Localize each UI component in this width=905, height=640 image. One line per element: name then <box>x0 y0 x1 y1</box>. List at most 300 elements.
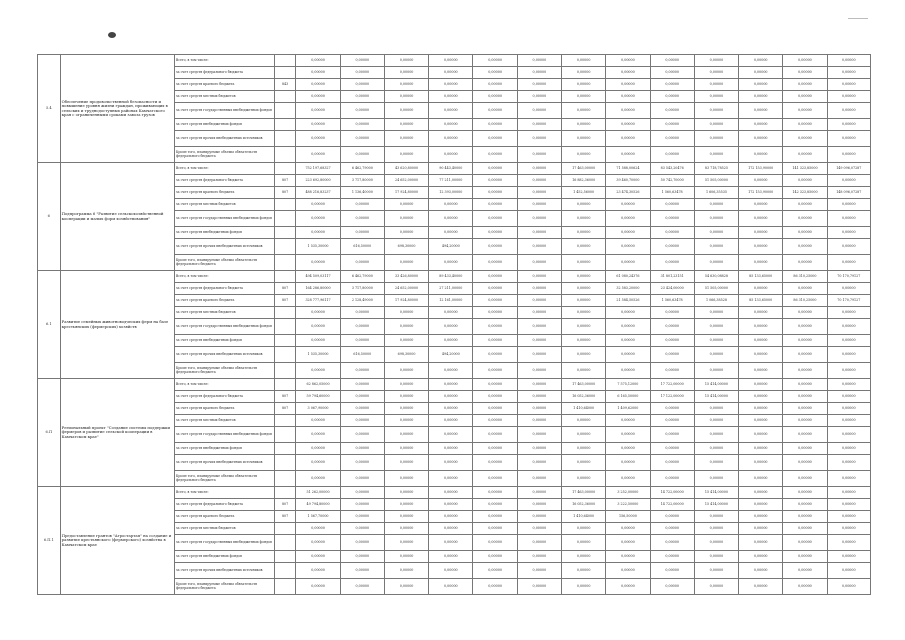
amount-cell: 0,00000 <box>694 91 738 103</box>
amount-cell: 0,00000 <box>694 363 738 379</box>
amount-cell: 83 718,78525 <box>694 163 738 175</box>
funding-source: за счет средств краевого бюджета <box>174 511 274 523</box>
amount-cell: 0,00000 <box>739 391 783 403</box>
funding-source: за счет средств местных бюджетов <box>174 307 274 319</box>
amount-cell: 0,00000 <box>650 471 694 487</box>
amount-cell: 0,00000 <box>783 199 827 211</box>
amount-cell: 0,00000 <box>783 319 827 335</box>
amount-cell: 0,00000 <box>694 347 738 363</box>
amount-cell: 0,00000 <box>473 335 517 347</box>
amount-cell: 51 262,00000 <box>296 487 340 499</box>
amount-cell: 0,00000 <box>340 319 384 335</box>
amount-cell: 0,00000 <box>517 271 561 283</box>
amount-cell: 0,00000 <box>517 255 561 271</box>
amount-cell: 148 096,07287 <box>827 187 870 199</box>
amount-cell: 0,00000 <box>739 499 783 511</box>
amount-cell: 3 067,90000 <box>296 403 340 415</box>
amount-cell: 0,00000 <box>783 427 827 443</box>
amount-cell: 0,00000 <box>739 551 783 563</box>
amount-cell: 0,00000 <box>606 443 650 455</box>
funding-source: за счет средств прочих внебюджетных источников <box>174 563 274 579</box>
amount-cell: 0,00000 <box>473 319 517 335</box>
amount-cell: 0,00000 <box>827 147 870 163</box>
amount-cell: 0,00000 <box>562 239 606 255</box>
amount-cell: 0,00000 <box>783 563 827 579</box>
amount-cell: 0,00000 <box>606 79 650 91</box>
amount-cell: 0,00000 <box>340 335 384 347</box>
funding-source: за счет средств федерального бюджета <box>174 499 274 511</box>
program-name: Предоставление грантов "Агростартап" на создание и развитие крестьянского (фермерского) хозяйства в Камчатском крае <box>60 487 174 595</box>
amount-cell: 0,00000 <box>606 523 650 535</box>
amount-cell: 0,00000 <box>517 163 561 175</box>
amount-cell: 172 153,90000 <box>739 187 783 199</box>
amount-cell: 0,00000 <box>340 67 384 79</box>
amount-cell: 0,00000 <box>650 443 694 455</box>
amount-cell: 83 543,20476 <box>650 163 694 175</box>
amount-cell: 0,00000 <box>473 579 517 595</box>
amount-cell: 0,00000 <box>517 227 561 239</box>
amount-cell: 0,00000 <box>606 55 650 67</box>
amount-cell: 0,00000 <box>827 319 870 335</box>
budget-code <box>274 67 296 79</box>
funding-source: Всего, в том числе: <box>174 163 274 175</box>
amount-cell: 15 414,00000 <box>694 499 738 511</box>
budget-code: 807 <box>274 283 296 295</box>
amount-cell: 0,00000 <box>296 147 340 163</box>
amount-cell: 0,00000 <box>739 79 783 91</box>
amount-cell: 0,00000 <box>827 307 870 319</box>
amount-cell: 0,00000 <box>384 131 428 147</box>
amount-cell: 0,00000 <box>340 551 384 563</box>
amount-cell: 0,00000 <box>384 391 428 403</box>
amount-cell: 0,00000 <box>827 523 870 535</box>
amount-cell: 0,00000 <box>562 91 606 103</box>
amount-cell: 0,00000 <box>473 295 517 307</box>
scan-line <box>848 18 868 19</box>
amount-cell: 3 717,80000 <box>340 283 384 295</box>
amount-cell: 0,00000 <box>340 255 384 271</box>
amount-cell: 0,00000 <box>473 427 517 443</box>
amount-cell: 0,00000 <box>650 79 694 91</box>
funding-source: за счет средств местных бюджетов <box>174 415 274 427</box>
amount-cell: 0,00000 <box>340 119 384 131</box>
amount-cell: 616,50000 <box>340 239 384 255</box>
amount-cell: 0,00000 <box>517 347 561 363</box>
funding-source: за счет средств краевого бюджета <box>174 295 274 307</box>
amount-cell: 14 722,00000 <box>650 499 694 511</box>
amount-cell: 0,00000 <box>340 403 384 415</box>
amount-cell: 0,00000 <box>473 379 517 391</box>
amount-cell: 0,00000 <box>340 511 384 523</box>
amount-cell: 15 414,00000 <box>694 391 738 403</box>
funding-source: за счет средств краевого бюджета <box>174 187 274 199</box>
amount-cell: 0,00000 <box>517 147 561 163</box>
amount-cell: 0,00000 <box>827 443 870 455</box>
amount-cell: 0,00000 <box>473 91 517 103</box>
amount-cell: 0,00000 <box>827 427 870 443</box>
amount-cell: 0,00000 <box>562 147 606 163</box>
amount-cell: 16 052,36000 <box>562 391 606 403</box>
amount-cell: 0,00000 <box>340 455 384 471</box>
amount-cell: 0,00000 <box>473 271 517 283</box>
budget-code <box>274 335 296 347</box>
amount-cell: 0,00000 <box>739 563 783 579</box>
amount-cell: 0,00000 <box>473 391 517 403</box>
amount-cell: 0,00000 <box>783 579 827 595</box>
amount-cell: 0,00000 <box>340 91 384 103</box>
amount-cell: 0,00000 <box>827 363 870 379</box>
funding-source: за счет средств внебюджетных фондов <box>174 335 274 347</box>
funding-source: за счет средств государственных внебюджетных фондов <box>174 211 274 227</box>
amount-cell: 0,00000 <box>340 199 384 211</box>
amount-cell: 17 924,80000 <box>384 295 428 307</box>
amount-cell: 0,00000 <box>650 523 694 535</box>
amount-cell: 0,00000 <box>606 147 650 163</box>
amount-cell: 23 474,30526 <box>606 187 650 199</box>
amount-cell: 0,00000 <box>517 319 561 335</box>
amount-cell: 0,00000 <box>429 391 473 403</box>
amount-cell: 0,00000 <box>517 551 561 563</box>
amount-cell: 0,00000 <box>694 535 738 551</box>
amount-cell: 0,00000 <box>562 55 606 67</box>
budget-code <box>274 211 296 227</box>
amount-cell: 0,00000 <box>517 535 561 551</box>
amount-cell: 0,00000 <box>562 67 606 79</box>
amount-cell: 0,00000 <box>606 91 650 103</box>
amount-cell: 0,00000 <box>517 523 561 535</box>
amount-cell: 0,00000 <box>384 471 428 487</box>
amount-cell: 1 452,56000 <box>562 187 606 199</box>
funding-source: за счет средств федерального бюджета <box>174 67 274 79</box>
program-name: Развитие семейных животноводческих ферм на базе крестьянских (фермерских) хозяйств <box>60 271 174 379</box>
budget-code: 843 <box>274 79 296 91</box>
financing-table <box>37 54 871 595</box>
amount-cell: 0,00000 <box>340 499 384 511</box>
amount-cell: 0,00000 <box>340 227 384 239</box>
amount-cell: 0,00000 <box>606 535 650 551</box>
amount-cell: 0,00000 <box>340 79 384 91</box>
amount-cell: 17 122,00000 <box>650 391 694 403</box>
amount-cell: 0,00000 <box>562 443 606 455</box>
amount-cell: 0,00000 <box>562 415 606 427</box>
amount-cell: 0,00000 <box>650 563 694 579</box>
amount-cell: 0,00000 <box>739 335 783 347</box>
amount-cell: 0,00000 <box>827 391 870 403</box>
amount-cell: 0,00000 <box>650 255 694 271</box>
amount-cell: 0,00000 <box>783 499 827 511</box>
funding-source: за счет средств прочих внебюджетных источников <box>174 131 274 147</box>
amount-cell: 0,00000 <box>296 67 340 79</box>
amount-cell: 0,00000 <box>429 443 473 455</box>
amount-cell: 0,00000 <box>296 563 340 579</box>
amount-cell: 0,00000 <box>650 319 694 335</box>
budget-code <box>274 455 296 471</box>
amount-cell: 0,00000 <box>340 379 384 391</box>
funding-source: Кроме того, планируемые объемы обязательств федерального бюджета <box>174 471 274 487</box>
amount-cell: 0,00000 <box>739 319 783 335</box>
amount-cell: 0,00000 <box>650 427 694 443</box>
amount-cell: 0,00000 <box>827 511 870 523</box>
budget-code <box>274 119 296 131</box>
budget-code <box>274 551 296 563</box>
amount-cell: 0,00000 <box>650 455 694 471</box>
amount-cell: 0,00000 <box>783 119 827 131</box>
table-row <box>38 487 871 499</box>
amount-cell: 0,00000 <box>694 55 738 67</box>
amount-cell: 0,00000 <box>606 319 650 335</box>
amount-cell: 0,00000 <box>473 499 517 511</box>
amount-cell: 0,00000 <box>739 227 783 239</box>
amount-cell: 0,00000 <box>296 199 340 211</box>
amount-cell: 0,00000 <box>473 187 517 199</box>
amount-cell: 0,00000 <box>739 455 783 471</box>
amount-cell: 0,00000 <box>606 199 650 211</box>
amount-cell: 156,50000 <box>606 511 650 523</box>
amount-cell: 223 692,80000 <box>296 175 340 187</box>
amount-cell: 0,00000 <box>384 535 428 551</box>
amount-cell: 0,00000 <box>473 131 517 147</box>
amount-cell: 172 153,90000 <box>739 163 783 175</box>
budget-code: 807 <box>274 175 296 187</box>
amount-cell: 59 794,60000 <box>296 391 340 403</box>
amount-cell: 0,00000 <box>384 579 428 595</box>
amount-cell: 0,00000 <box>739 211 783 227</box>
amount-cell: 0,00000 <box>650 91 694 103</box>
funding-source: за счет средств краевого бюджета <box>174 79 274 91</box>
program-number: 6.1 <box>38 271 61 379</box>
amount-cell: 0,00000 <box>694 67 738 79</box>
amount-cell: 0,00000 <box>473 283 517 295</box>
amount-cell: 0,00000 <box>694 579 738 595</box>
funding-source: за счет средств федерального бюджета <box>174 391 274 403</box>
amount-cell: 0,00000 <box>650 579 694 595</box>
amount-cell: 0,00000 <box>296 335 340 347</box>
amount-cell: 0,00000 <box>650 511 694 523</box>
amount-cell: 0,00000 <box>827 415 870 427</box>
amount-cell: 3 222,50000 <box>606 499 650 511</box>
amount-cell: 0,00000 <box>694 471 738 487</box>
amount-cell: 7 575,12000 <box>606 379 650 391</box>
amount-cell: 0,00000 <box>606 471 650 487</box>
amount-cell: 0,00000 <box>517 363 561 379</box>
amount-cell: 0,00000 <box>562 103 606 119</box>
amount-cell: 0,00000 <box>650 103 694 119</box>
amount-cell: 698,30000 <box>384 347 428 363</box>
amount-cell: 0,00000 <box>473 511 517 523</box>
amount-cell: 0,00000 <box>429 131 473 147</box>
amount-cell: 0,00000 <box>739 55 783 67</box>
amount-cell: 0,00000 <box>739 239 783 255</box>
funding-source: за счет средств местных бюджетов <box>174 199 274 211</box>
amount-cell: 0,00000 <box>606 211 650 227</box>
amount-cell: 0,00000 <box>517 199 561 211</box>
amount-cell: 0,00000 <box>562 295 606 307</box>
amount-cell: 0,00000 <box>340 103 384 119</box>
amount-cell: 0,00000 <box>694 335 738 347</box>
amount-cell: 0,00000 <box>650 239 694 255</box>
amount-cell: 0,00000 <box>384 443 428 455</box>
amount-cell: 0,00000 <box>739 199 783 211</box>
amount-cell: 16 882,36000 <box>562 175 606 187</box>
amount-cell: 0,00000 <box>429 535 473 551</box>
amount-cell: 0,00000 <box>783 55 827 67</box>
amount-cell: 0,00000 <box>562 199 606 211</box>
amount-cell: 17 463,00000 <box>562 163 606 175</box>
financing-table-page <box>37 54 871 595</box>
budget-code <box>274 307 296 319</box>
amount-cell: 0,00000 <box>827 67 870 79</box>
amount-cell: 16 052,36000 <box>562 499 606 511</box>
amount-cell: 3 717,80000 <box>340 175 384 187</box>
amount-cell: 0,00000 <box>827 79 870 91</box>
amount-cell: 328 777,96117 <box>296 295 340 307</box>
amount-cell: 0,00000 <box>517 307 561 319</box>
amount-cell: 0,00000 <box>473 487 517 499</box>
amount-cell: 0,00000 <box>429 103 473 119</box>
program-name: Обеспечение продовольственной безопасности и повышение уровня жизни граждан, проживающих в сельских и труднодоступных районах Камчатского края с ограниченными сроками завоза грузов <box>60 55 174 163</box>
amount-cell: 0,00000 <box>783 523 827 535</box>
budget-code <box>274 271 296 283</box>
amount-cell: 0,00000 <box>827 239 870 255</box>
amount-cell: 0,00000 <box>694 79 738 91</box>
amount-cell: 0,00000 <box>473 255 517 271</box>
amount-cell: 23 424,00000 <box>650 283 694 295</box>
amount-cell: 0,00000 <box>340 363 384 379</box>
amount-cell: 0,00000 <box>340 427 384 443</box>
funding-source: за счет средств внебюджетных фондов <box>174 227 274 239</box>
amount-cell: 0,00000 <box>739 487 783 499</box>
amount-cell: 0,00000 <box>783 443 827 455</box>
amount-cell: 0,00000 <box>694 227 738 239</box>
amount-cell: 0,00000 <box>562 335 606 347</box>
amount-cell: 1 606,35535 <box>694 187 738 199</box>
amount-cell: 2 128,49000 <box>340 295 384 307</box>
amount-cell: 0,00000 <box>827 379 870 391</box>
amount-cell: 0,00000 <box>606 415 650 427</box>
budget-code <box>274 487 296 499</box>
amount-cell: 0,00000 <box>694 103 738 119</box>
program-number: 6.П <box>38 379 61 487</box>
amount-cell: 0,00000 <box>606 307 650 319</box>
amount-cell: 0,00000 <box>517 283 561 295</box>
amount-cell: 0,00000 <box>650 551 694 563</box>
amount-cell: 0,00000 <box>694 239 738 255</box>
amount-cell: 0,00000 <box>694 563 738 579</box>
amount-cell: 0,00000 <box>296 551 340 563</box>
amount-cell: 0,00000 <box>650 335 694 347</box>
amount-cell: 142 323,85000 <box>783 187 827 199</box>
amount-cell: 0,00000 <box>562 271 606 283</box>
amount-cell: 0,00000 <box>384 523 428 535</box>
amount-cell: 0,00000 <box>562 579 606 595</box>
budget-code <box>274 147 296 163</box>
amount-cell: 0,00000 <box>783 379 827 391</box>
budget-code <box>274 239 296 255</box>
amount-cell: 0,00000 <box>296 471 340 487</box>
table-row <box>38 163 871 175</box>
amount-cell: 0,00000 <box>473 523 517 535</box>
amount-cell: 0,00000 <box>340 391 384 403</box>
amount-cell: 1 410,64000 <box>562 511 606 523</box>
amount-cell: 0,00000 <box>429 255 473 271</box>
amount-cell: 1 409,62000 <box>606 403 650 415</box>
amount-cell: 0,00000 <box>694 147 738 163</box>
amount-cell: 3 252,00000 <box>606 487 650 499</box>
budget-code <box>274 255 296 271</box>
amount-cell: 0,00000 <box>562 307 606 319</box>
amount-cell: 0,00000 <box>562 363 606 379</box>
amount-cell: 0,00000 <box>473 551 517 563</box>
amount-cell: 0,00000 <box>517 379 561 391</box>
amount-cell: 0,00000 <box>296 535 340 551</box>
amount-cell: 0,00000 <box>739 131 783 147</box>
amount-cell: 0,00000 <box>562 119 606 131</box>
amount-cell: 0,00000 <box>296 55 340 67</box>
table-row <box>38 55 871 67</box>
amount-cell: 0,00000 <box>606 427 650 443</box>
amount-cell: 616,50000 <box>340 347 384 363</box>
budget-code <box>274 319 296 335</box>
amount-cell: 488 216,83237 <box>296 187 340 199</box>
amount-cell: 0,00000 <box>429 471 473 487</box>
amount-cell: 0,00000 <box>429 55 473 67</box>
funding-source: Кроме того, планируемые объемы обязательств федерального бюджета <box>174 147 274 163</box>
amount-cell: 0,00000 <box>296 443 340 455</box>
amount-cell: 0,00000 <box>606 563 650 579</box>
amount-cell: 0,00000 <box>827 579 870 595</box>
amount-cell: 0,00000 <box>827 471 870 487</box>
amount-cell: 0,00000 <box>783 347 827 363</box>
amount-cell: 0,00000 <box>517 403 561 415</box>
amount-cell: 0,00000 <box>473 227 517 239</box>
program-number: 5.4 <box>38 55 61 163</box>
amount-cell: 0,00000 <box>429 307 473 319</box>
amount-cell: 6 165,50000 <box>606 391 650 403</box>
amount-cell: 0,00000 <box>562 319 606 335</box>
amount-cell: 21 584,50526 <box>606 295 650 307</box>
amount-cell: 24 652,00000 <box>384 283 428 295</box>
amount-cell: 0,00000 <box>517 471 561 487</box>
amount-cell: 0,00000 <box>739 119 783 131</box>
amount-cell: 0,00000 <box>473 163 517 175</box>
amount-cell: 0,00000 <box>429 363 473 379</box>
budget-code: 807 <box>274 295 296 307</box>
amount-cell: 0,00000 <box>429 427 473 443</box>
amount-cell: 0,00000 <box>517 415 561 427</box>
amount-cell: 49 794,80000 <box>296 499 340 511</box>
amount-cell: 0,00000 <box>517 511 561 523</box>
amount-cell: 0,00000 <box>694 455 738 471</box>
amount-cell: 0,00000 <box>473 103 517 119</box>
amount-cell: 0,00000 <box>606 119 650 131</box>
amount-cell: 0,00000 <box>517 579 561 595</box>
amount-cell: 0,00000 <box>739 363 783 379</box>
amount-cell: 31 801,23151 <box>650 271 694 283</box>
amount-cell: 0,00000 <box>429 67 473 79</box>
amount-cell: 0,00000 <box>650 119 694 131</box>
funding-source: Всего, в том числе: <box>174 379 274 391</box>
budget-code <box>274 91 296 103</box>
funding-source: за счет средств местных бюджетов <box>174 91 274 103</box>
amount-cell: 0,00000 <box>296 119 340 131</box>
budget-code <box>274 347 296 363</box>
amount-cell: 0,00000 <box>296 211 340 227</box>
amount-cell: 0,00000 <box>517 79 561 91</box>
amount-cell: 0,00000 <box>694 551 738 563</box>
amount-cell: 0,00000 <box>783 131 827 147</box>
funding-source: Всего, в том числе: <box>174 271 274 283</box>
program-number: 6 <box>38 163 61 271</box>
